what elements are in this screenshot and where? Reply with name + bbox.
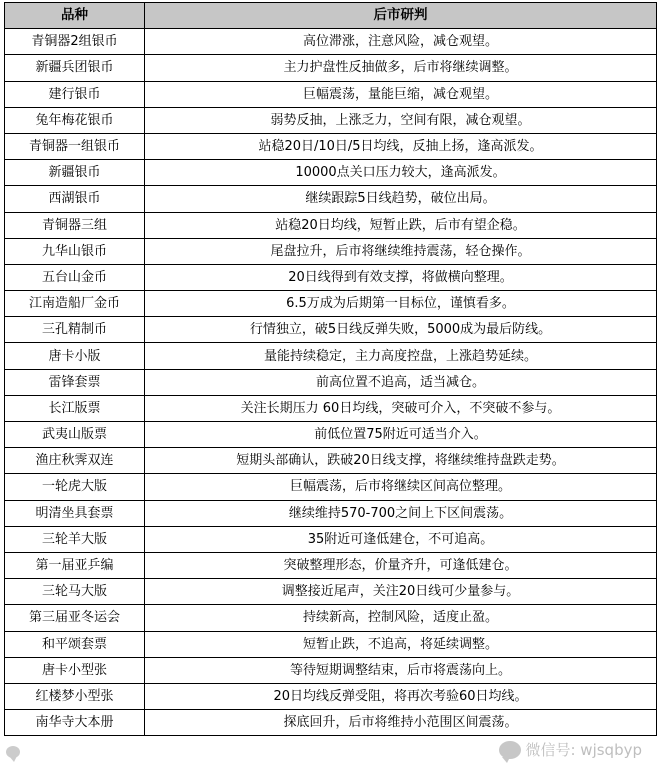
watermark-left bbox=[6, 746, 20, 758]
table-row bbox=[5, 657, 657, 683]
table-row bbox=[5, 710, 657, 736]
variety-cell: 明清坐具套票 bbox=[5, 500, 145, 526]
analysis-table bbox=[4, 2, 657, 736]
outlook-cell: 巨幅震荡，后市将继续区间高位整理。 bbox=[145, 474, 657, 500]
variety-cell: 和平颂套票 bbox=[5, 631, 145, 657]
table-row bbox=[5, 212, 657, 238]
variety-cell: 三轮马大版 bbox=[5, 579, 145, 605]
outlook-cell: 探底回升，后市将维持小范围区间震荡。 bbox=[145, 710, 657, 736]
outlook-cell: 35附近可逢低建仓，不可追高。 bbox=[145, 526, 657, 552]
variety-cell: 西湖银币 bbox=[5, 186, 145, 212]
variety-cell: 九华山银币 bbox=[5, 238, 145, 264]
table-row bbox=[5, 395, 657, 421]
table-row bbox=[5, 683, 657, 709]
outlook-cell: 20日均线反弹受阻，将再次考验60日均线。 bbox=[145, 683, 657, 709]
variety-cell: 江南造船厂金币 bbox=[5, 291, 145, 317]
analysis-table-container bbox=[4, 2, 656, 736]
table-row bbox=[5, 81, 657, 107]
variety-cell: 唐卡小版 bbox=[5, 343, 145, 369]
variety-cell: 兔年梅花银币 bbox=[5, 107, 145, 133]
outlook-cell: 突破整理形态，价量齐升，可逢低建仓。 bbox=[145, 552, 657, 578]
outlook-cell: 继续跟踪5日线趋势，破位出局。 bbox=[145, 186, 657, 212]
variety-cell: 建行银币 bbox=[5, 81, 145, 107]
table-body bbox=[5, 29, 657, 736]
variety-cell: 新疆银币 bbox=[5, 160, 145, 186]
outlook-cell: 主力护盘性反抽做多，后市将继续调整。 bbox=[145, 55, 657, 81]
table-row bbox=[5, 422, 657, 448]
variety-cell: 唐卡小型张 bbox=[5, 657, 145, 683]
table-row bbox=[5, 343, 657, 369]
header-variety: 品种 bbox=[5, 3, 145, 29]
outlook-cell: 站稳20日均线，短暂止跌，后市有望企稳。 bbox=[145, 212, 657, 238]
table-row bbox=[5, 448, 657, 474]
outlook-cell: 10000点关口压力较大，逢高派发。 bbox=[145, 160, 657, 186]
variety-cell: 新疆兵团银币 bbox=[5, 55, 145, 81]
outlook-cell: 继续维持570-700之间上下区间震荡。 bbox=[145, 500, 657, 526]
variety-cell: 第三届亚冬运会 bbox=[5, 605, 145, 631]
wechat-bubble-icon bbox=[6, 746, 20, 758]
variety-cell: 青铜器2组银币 bbox=[5, 29, 145, 55]
outlook-cell: 等待短期调整结束，后市将震荡向上。 bbox=[145, 657, 657, 683]
table-row bbox=[5, 605, 657, 631]
table-header-row bbox=[5, 3, 657, 29]
variety-cell: 青铜器三组 bbox=[5, 212, 145, 238]
table-row bbox=[5, 500, 657, 526]
variety-cell: 一轮虎大版 bbox=[5, 474, 145, 500]
outlook-cell: 调整接近尾声，关注20日线可少量参与。 bbox=[145, 579, 657, 605]
table-row bbox=[5, 186, 657, 212]
table-row bbox=[5, 107, 657, 133]
variety-cell: 三孔精制币 bbox=[5, 317, 145, 343]
wechat-bubble-icon bbox=[499, 741, 521, 759]
table-row bbox=[5, 631, 657, 657]
outlook-cell: 尾盘拉升，后市将继续维持震荡，轻仓操作。 bbox=[145, 238, 657, 264]
outlook-cell: 短暂止跌，不追高，将延续调整。 bbox=[145, 631, 657, 657]
table-row bbox=[5, 579, 657, 605]
variety-cell: 三轮羊大版 bbox=[5, 526, 145, 552]
variety-cell: 渔庄秋霁双连 bbox=[5, 448, 145, 474]
variety-cell: 第一届亚乒编 bbox=[5, 552, 145, 578]
table-row bbox=[5, 474, 657, 500]
table-row bbox=[5, 552, 657, 578]
variety-cell: 雷锋套票 bbox=[5, 369, 145, 395]
variety-cell: 长江版票 bbox=[5, 395, 145, 421]
outlook-cell: 量能持续稳定，主力高度控盘，上涨趋势延续。 bbox=[145, 343, 657, 369]
outlook-cell: 短期头部确认，跌破20日线支撑，将继续维持盘跌走势。 bbox=[145, 448, 657, 474]
outlook-cell: 关注长期压力 60日均线，突破可介入，不突破不参与。 bbox=[145, 395, 657, 421]
outlook-cell: 6.5万成为后期第一目标位，谨慎看多。 bbox=[145, 291, 657, 317]
variety-cell: 青铜器一组银币 bbox=[5, 133, 145, 159]
table-row bbox=[5, 29, 657, 55]
header-market-outlook: 后市研判 bbox=[145, 3, 657, 29]
table-row bbox=[5, 264, 657, 290]
table-row bbox=[5, 55, 657, 81]
outlook-cell: 站稳20日/10日/5日均线，反抽上扬，逢高派发。 bbox=[145, 133, 657, 159]
outlook-cell: 弱势反抽，上涨乏力，空间有限，减仓观望。 bbox=[145, 107, 657, 133]
table-row bbox=[5, 291, 657, 317]
table-row bbox=[5, 238, 657, 264]
outlook-cell: 前低位置75附近可适当介入。 bbox=[145, 422, 657, 448]
outlook-cell: 高位滞涨，注意风险，减仓观望。 bbox=[145, 29, 657, 55]
variety-cell: 红楼梦小型张 bbox=[5, 683, 145, 709]
table-row bbox=[5, 526, 657, 552]
table-row bbox=[5, 160, 657, 186]
outlook-cell: 持续新高，控制风险，适度止盈。 bbox=[145, 605, 657, 631]
table-row bbox=[5, 317, 657, 343]
variety-cell: 南华寺大本册 bbox=[5, 710, 145, 736]
outlook-cell: 行情独立，破5日线反弹失败，5000成为最后防线。 bbox=[145, 317, 657, 343]
outlook-cell: 20日线得到有效支撑，将做横向整理。 bbox=[145, 264, 657, 290]
table-row bbox=[5, 133, 657, 159]
watermark-text: 微信号: wjsqbyp bbox=[525, 741, 642, 759]
variety-cell: 武夷山版票 bbox=[5, 422, 145, 448]
outlook-cell: 前高位置不追高，适当减仓。 bbox=[145, 369, 657, 395]
variety-cell: 五台山金币 bbox=[5, 264, 145, 290]
outlook-cell: 巨幅震荡，量能巨缩，减仓观望。 bbox=[145, 81, 657, 107]
table-row bbox=[5, 369, 657, 395]
watermark bbox=[499, 739, 642, 760]
